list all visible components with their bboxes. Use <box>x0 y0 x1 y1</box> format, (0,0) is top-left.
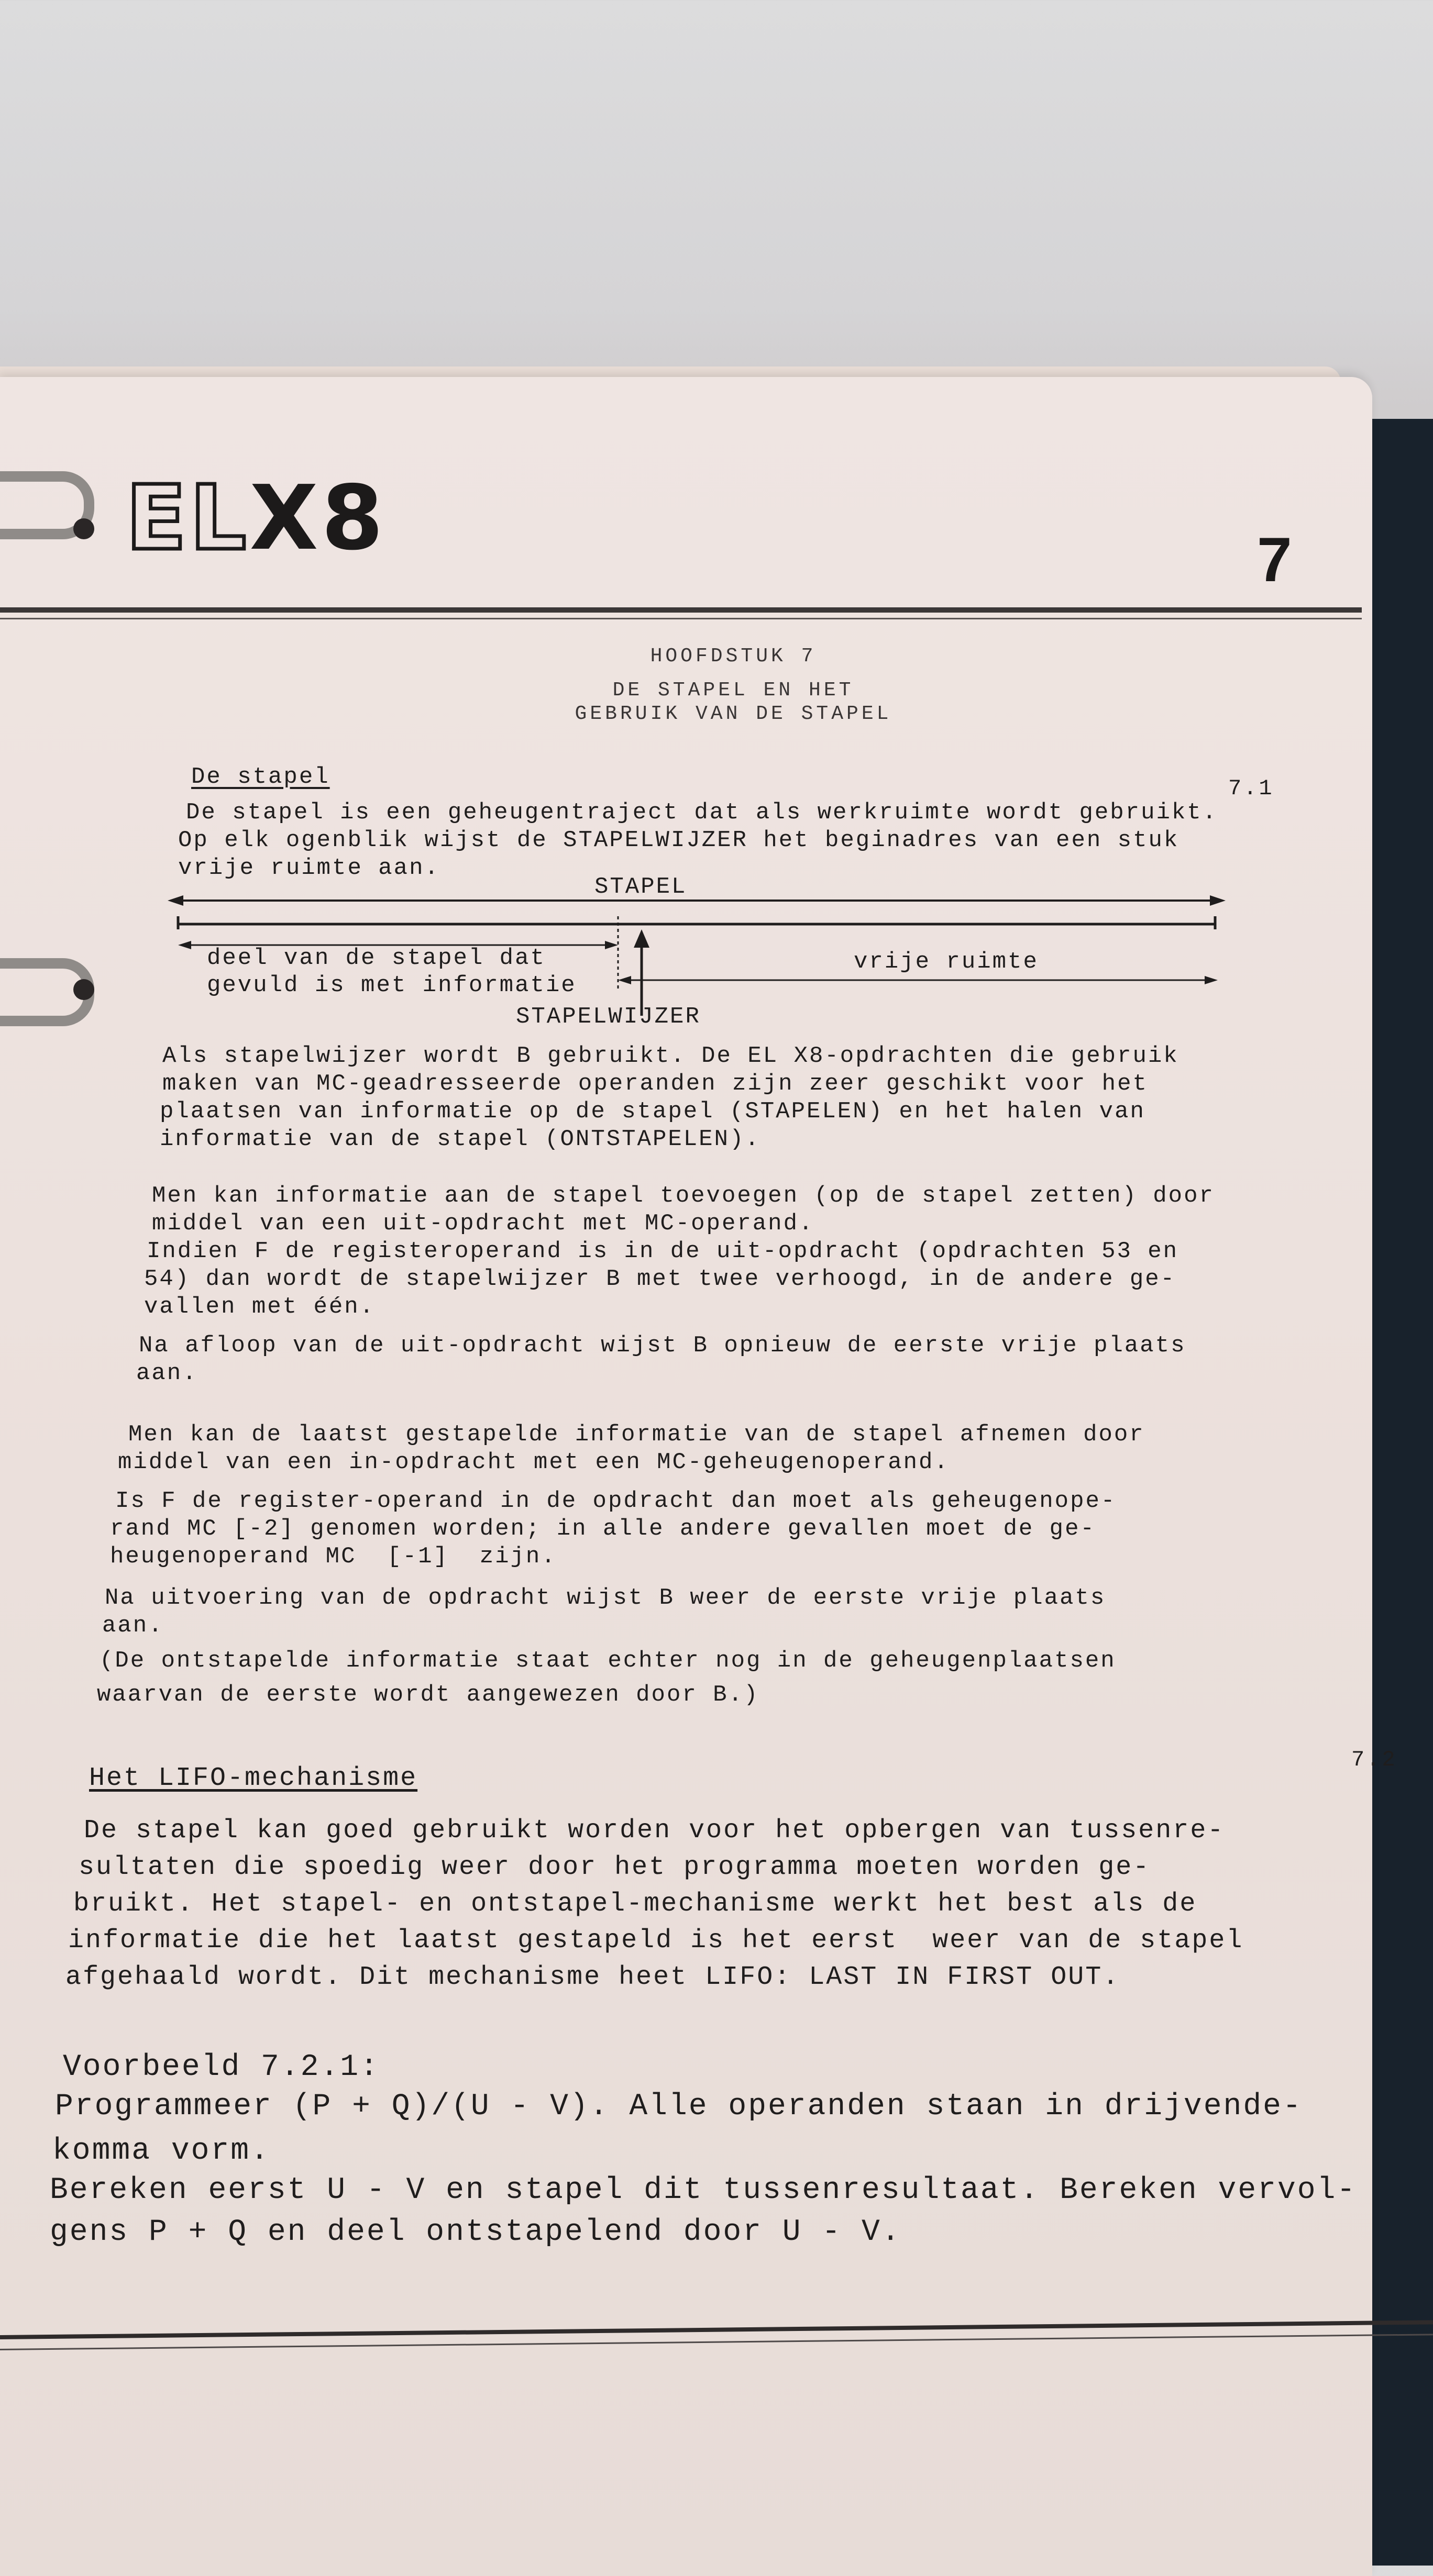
para3-line: waarvan de eerste wordt aangewezen door B.) <box>97 1682 759 1708</box>
diagram-label-filled-1: deel van de stapel dat <box>207 945 546 971</box>
para3-line: aan. <box>102 1613 164 1639</box>
chapter-number: 7 <box>1257 525 1292 595</box>
section-heading-de-stapel: De stapel <box>191 764 330 790</box>
stapel-arrow-left <box>168 895 183 906</box>
para2-line: aan. <box>136 1360 198 1386</box>
elx8-logo <box>126 467 387 570</box>
section1-line: vrije ruimte aan. <box>178 855 440 881</box>
para1-line: maken van MC-geadresseerde operanden zijn zeer geschikt voor het <box>162 1071 1148 1097</box>
diagram-label-stapel: STAPEL <box>594 874 687 900</box>
para1-line: Als stapelwijzer wordt B gebruikt. De EL X8-opdrachten die gebruik <box>162 1043 1179 1069</box>
stapel-arrow-right <box>1210 895 1226 906</box>
diagram-label-free: vrije ruimte <box>854 949 1039 975</box>
diagram-label-stapelwijzer: STAPELWIJZER <box>516 1004 701 1030</box>
section2-line: afgehaald wordt. Dit mechanisme heet LIFO: LAST IN FIRST OUT. <box>65 1962 1120 1992</box>
chapter-heading: HOOFDSTUK 7 <box>650 645 817 668</box>
logo-el: EL <box>126 467 250 570</box>
para1-line: informatie van de stapel (ONTSTAPELEN). <box>160 1126 760 1152</box>
section-heading-lifo: Het LIFO-mechanisme <box>89 1763 418 1793</box>
logo-x8: X8 <box>249 467 387 570</box>
section2-line: bruikt. Het stapel- en ontstapel-mechanisme werkt het best als de <box>73 1889 1197 1919</box>
para1-line: plaatsen van informatie op de stapel (STAPELEN) en het halen van <box>160 1098 1145 1125</box>
example-line: gens P + Q en deel ontstapelend door U - V. <box>50 2215 901 2249</box>
chapter-title-line1: DE STAPEL EN HET <box>612 679 854 702</box>
para3-line: Na uitvoering van de opdracht wijst B weer de eerste vrije plaats <box>105 1585 1106 1611</box>
diagram-label-filled-2: gevuld is met informatie <box>207 972 577 998</box>
punch-hole <box>73 979 94 1000</box>
punch-hole <box>73 518 94 539</box>
section2-line: De stapel kan goed gebruikt worden voor het opbergen van tussenre- <box>84 1816 1225 1846</box>
para2-line: vallen met één. <box>144 1294 376 1320</box>
section-number-7-2: 7.2 <box>1351 1747 1397 1772</box>
para2-line: Indien F de registeroperand is in de uit-opdracht (opdrachten 53 en <box>147 1238 1179 1264</box>
section1-line: De stapel is een geheugentraject dat als werkruimte wordt gebruikt. <box>186 800 1218 826</box>
chapter-title-line2: GEBRUIK VAN DE STAPEL <box>575 703 892 725</box>
section2-line: informatie die het laatst gestapeld is het eerst weer van de stapel <box>68 1926 1244 1956</box>
para3-line: heugenoperand MC [-1] zijn. <box>110 1544 557 1570</box>
para2-line: Na afloop van de uit-opdracht wijst B opnieuw de eerste vrije plaats <box>139 1333 1186 1359</box>
example-line: komma vorm. <box>52 2134 270 2168</box>
example-heading: Voorbeeld 7.2.1: <box>63 2050 380 2084</box>
example-line: Programmeer (P + Q)/(U - V). Alle operanden staan in drijvende- <box>55 2090 1303 2124</box>
para3-line: middel van een in-opdracht met een MC-geheugenoperand. <box>118 1449 950 1475</box>
para3-line: rand MC [-2] genomen worden; in alle andere gevallen moet de ge- <box>110 1516 1096 1542</box>
para3-line: Is F de register-operand in de opdracht dan moet als geheugenope- <box>115 1488 1117 1514</box>
section-number-7-1: 7.1 <box>1228 776 1274 801</box>
header-rule-thin <box>0 618 1362 619</box>
para2-line: 54) dan wordt de stapelwijzer B met twee verhoogd, in de andere ge- <box>144 1266 1176 1292</box>
example-line: Bereken eerst U - V en stapel dit tussenresultaat. Bereken vervol- <box>50 2173 1357 2207</box>
header-rule <box>0 607 1362 613</box>
para2-line: middel van een uit-opdracht met MC-operand. <box>152 1211 814 1237</box>
para2-line: Men kan informatie aan de stapel toevoegen (op de stapel zetten) door <box>152 1183 1215 1209</box>
section2-line: sultaten die spoedig weer door het programma moeten worden ge- <box>79 1852 1151 1882</box>
para3-line: (De ontstapelde informatie staat echter nog in de geheugenplaatsen <box>100 1648 1116 1674</box>
section1-line: Op elk ogenblik wijst de STAPELWIJZER het beginadres van een stuk <box>178 827 1180 853</box>
para3-line: Men kan de laatst gestapelde informatie van de stapel afnemen door <box>128 1422 1145 1448</box>
